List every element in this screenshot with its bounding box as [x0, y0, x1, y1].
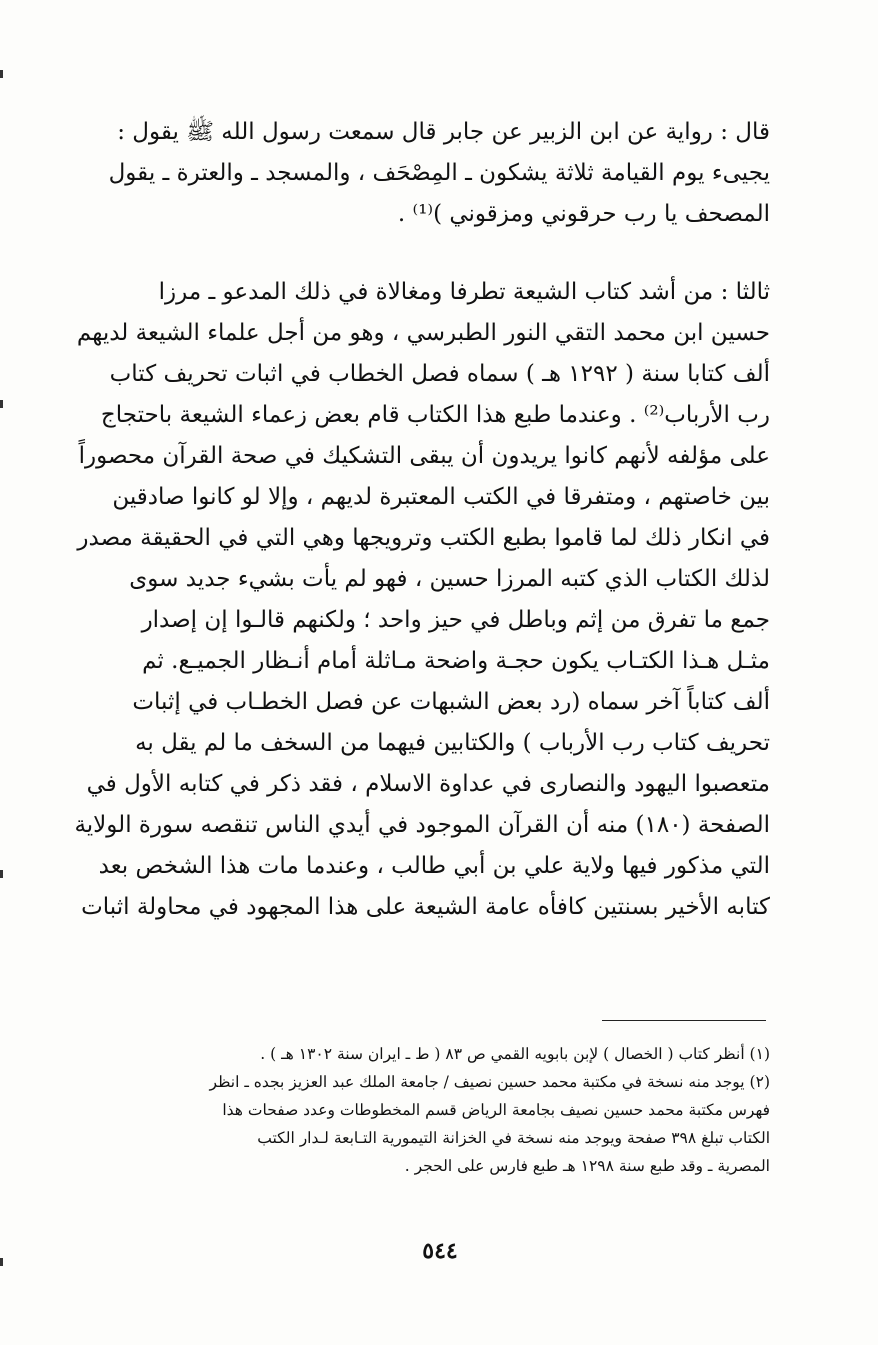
text-line: التي مذكور فيها ولاية علي بن أبي طالب ، وعندما مات هذا الشخص بعد — [98, 853, 770, 879]
text-line: في انكار ذلك لما قاموا بطبع الكتب وترويجها وهي التي في الحقيقة مصدر — [77, 525, 770, 551]
footnotes — [70, 1040, 770, 1180]
paragraph-gap — [70, 235, 770, 272]
text-line: ألف كتاباً آخر سماه (رد بعض الشبهات عن فصل الخطـاب في إثبات — [132, 689, 770, 715]
scan-edge-mark — [0, 400, 3, 408]
footnote-2-continued: المصرية ـ وقد طبع سنة ١٢٩٨ هـ طبع فارس على الحجر . — [404, 1157, 770, 1175]
text-line: الصفحة (١٨٠) منه أن القرآن الموجود في أيدي الناس تنقصه سورة الولاية — [74, 812, 770, 838]
text-line: بين خاصتهم ، ومتفرقا في الكتب المعتبرة لديهم ، وإلا لو كانوا صادقين — [112, 484, 770, 510]
footnote-2-continued: فهرس مكتبة محمد حسين نصيف بجامعة الرياض قسم المخطوطات وعدد صفحات هذا — [222, 1101, 770, 1119]
footnote-separator — [602, 1020, 766, 1021]
scan-edge-mark — [0, 1258, 3, 1266]
page-number: ٥٤٤ — [422, 1238, 458, 1264]
text-line: لذلك الكتاب الذي كتبه المرزا حسين ، فهو لم يأت بشيء جديد سوى — [129, 566, 770, 592]
text-line: ثالثا : من أشد كتاب الشيعة تطرفا ومغالاة في ذلك المدعو ـ مرزا — [158, 279, 770, 305]
text-line: كتابه الأخير بسنتين كافأه عامة الشيعة على هذا المجهود في محاولة اثبات — [81, 894, 770, 920]
text-line: يجيىء يوم القيامة ثلاثة يشكون ـ المِصْحَف ، والمسجد ـ والعترة ـ يقول — [108, 160, 770, 186]
scan-edge-mark — [0, 870, 3, 878]
text-line: رب الأرباب⁽²⁾ . وعندما طبع هذا الكتاب قام بعض زعماء الشيعة باحتجاج — [100, 402, 770, 428]
text-line: حسين ابن محمد التقي النور الطبرسي ، وهو من أجل علماء الشيعة لديهم — [76, 320, 770, 346]
text-line: جمع ما تفرق من إثم وباطل في حيز واحد ؛ ولكنهم قالـوا إن إصدار — [141, 607, 770, 633]
footnote-2: (٢) يوجد منه نسخة في مكتبة محمد حسين نصيف / جامعة الملك عبد العزيز بجده ـ انظر — [209, 1073, 770, 1091]
text-line: على مؤلفه لأنهم كانوا يريدون أن يبقى التشكيك في صحة القرآن محصوراً — [78, 443, 770, 469]
text-line: ألف كتابا سنة ( ١٢٩٢ هـ ) سماه فصل الخطاب في اثبات تحريف كتاب — [109, 361, 770, 387]
footnote-1: (١) أنظر كتاب ( الخصال ) لإبن بابويه القمي ص ٨٣ ( ط ـ ايران سنة ١٣٠٢ هـ ) . — [260, 1045, 770, 1063]
scan-edge-mark — [0, 70, 3, 78]
text-line: المصحف يا رب حرقوني ومزقوني )⁽¹⁾ . — [397, 201, 770, 227]
text-line: مثـل هـذا الكتـاب يكون حجـة واضحة مـاثلة أمام أنـظار الجميـع. ثم — [142, 648, 770, 674]
footnote-2-continued: الكتاب تبلغ ٣٩٨ صفحة ويوجد منه نسخة في الخزانة التيمورية التـابعة لـدار الكتب — [257, 1129, 770, 1147]
text-line: متعصبوا اليهود والنصارى في عداوة الاسلام ، فقد ذكر في كتابه الأول في — [86, 771, 770, 797]
main-text — [70, 112, 770, 928]
text-line: تحريف كتاب رب الأرباب ) والكتابين فيهما من السخف ما لم يقل به — [135, 730, 770, 756]
text-line: قال : رواية عن ابن الزبير عن جابر قال سمعت رسول الله ﷺ يقول : — [117, 119, 770, 145]
